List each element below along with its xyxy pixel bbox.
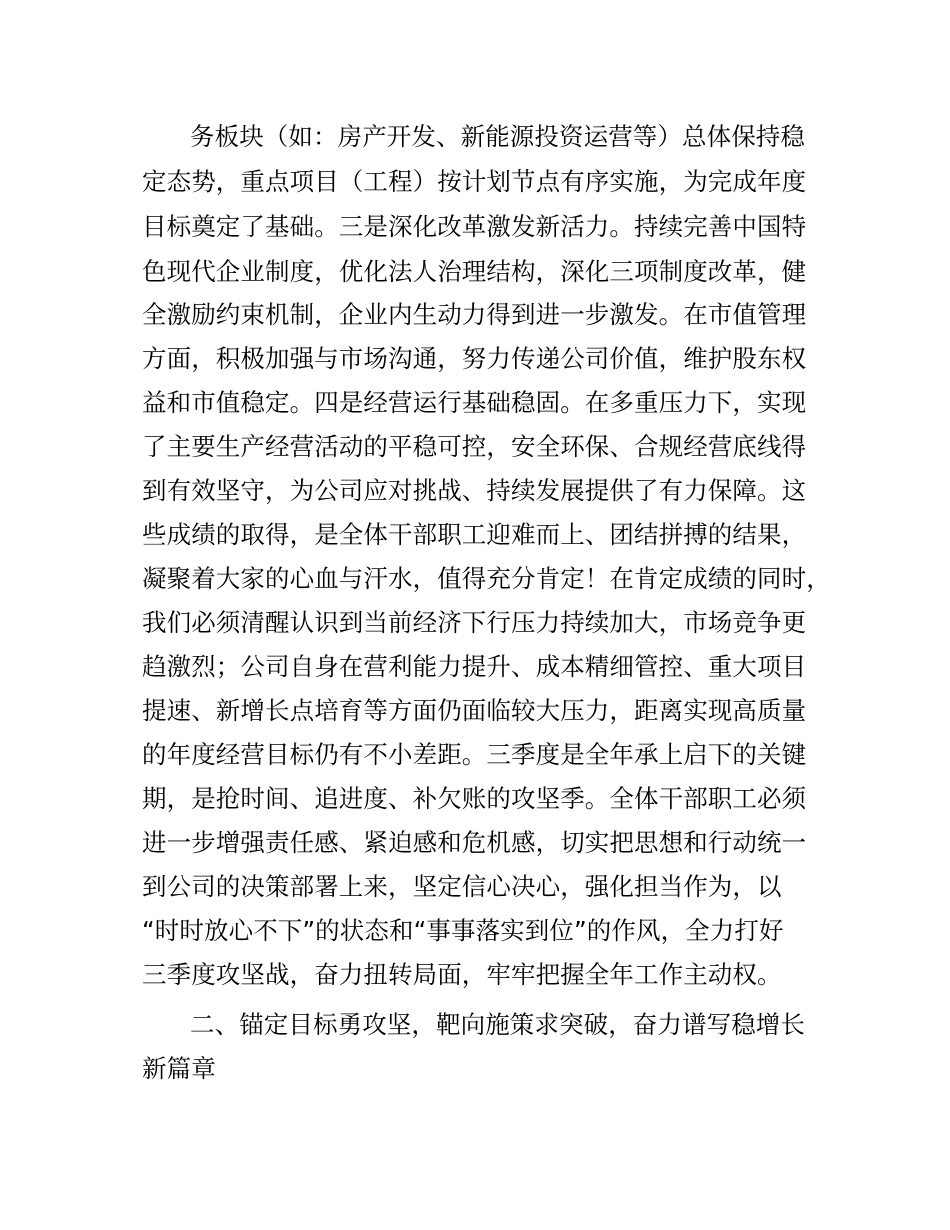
paragraph-1-line-5: 全激励约束机制，企业内生动力得到进一步激发。在市值管理 xyxy=(142,300,807,329)
paragraph-1-line-13: 趋激烈；公司自身在营利能力提升、成本精细管控、重大项目 xyxy=(142,652,807,681)
paragraph-1-line-11: 凝聚着大家的心血与汗水，值得充分肯定！在肯定成绩的同时， xyxy=(142,564,831,593)
paragraph-1-line-7: 益和市值稳定。四是经营运行基础稳固。在多重压力下，实现 xyxy=(142,388,807,417)
paragraph-1-line-8: 了主要生产经营活动的平稳可控，安全环保、合规经营底线得 xyxy=(142,432,807,461)
paragraph-1-line-9: 到有效坚守，为公司应对挑战、持续发展提供了有力保障。这 xyxy=(142,476,807,505)
section-heading-line-1: 二、锚定目标勇攻坚，靶向施策求突破，奋力谱写稳增长 xyxy=(190,1010,805,1039)
paragraph-1-line-3: 目标奠定了基础。三是深化改革激发新活力。持续完善中国特 xyxy=(142,212,807,241)
paragraph-1-line-1: 务板块（如：房产开发、新能源投资运营等）总体保持稳 xyxy=(190,122,805,151)
section-heading-line-2: 新篇章 xyxy=(142,1054,216,1083)
paragraph-1-line-14: 提速、新增长点培育等方面仍面临较大压力，距离实现高质量 xyxy=(142,696,807,725)
paragraph-1-line-12: 我们必须清醒认识到当前经济下行压力持续加大，市场竞争更 xyxy=(142,608,807,637)
paragraph-1-line-18: 到公司的决策部署上来，坚定信心决心，强化担当作为，以 xyxy=(142,872,782,901)
paragraph-1-line-15: 的年度经营目标仍有不小差距。三季度是全年承上启下的关键 xyxy=(142,740,807,769)
paragraph-1-line-17: 进一步增强责任感、紧迫感和危机感，切实把思想和行动统一 xyxy=(142,828,807,857)
paragraph-1-line-10: 些成绩的取得，是全体干部职工迎难而上、团结拼搏的结果， xyxy=(142,520,807,549)
paragraph-1-line-19: “时时放心不下”的状态和“事事落实到位”的作风，全力打好 xyxy=(142,916,784,945)
paragraph-1-line-16: 期，是抢时间、追进度、补欠账的攻坚季。全体干部职工必须 xyxy=(142,784,807,813)
paragraph-1-line-4: 色现代企业制度，优化法人治理结构，深化三项制度改革，健 xyxy=(142,257,807,286)
paragraph-1-line-2: 定态势，重点项目（工程）按计划节点有序实施，为完成年度 xyxy=(142,167,807,196)
paragraph-1-line-20: 三季度攻坚战，奋力扭转局面，牢牢把握全年工作主动权。 xyxy=(142,960,782,989)
paragraph-1-line-6: 方面，积极加强与市场沟通，努力传递公司价值，维护股东权 xyxy=(142,344,807,373)
